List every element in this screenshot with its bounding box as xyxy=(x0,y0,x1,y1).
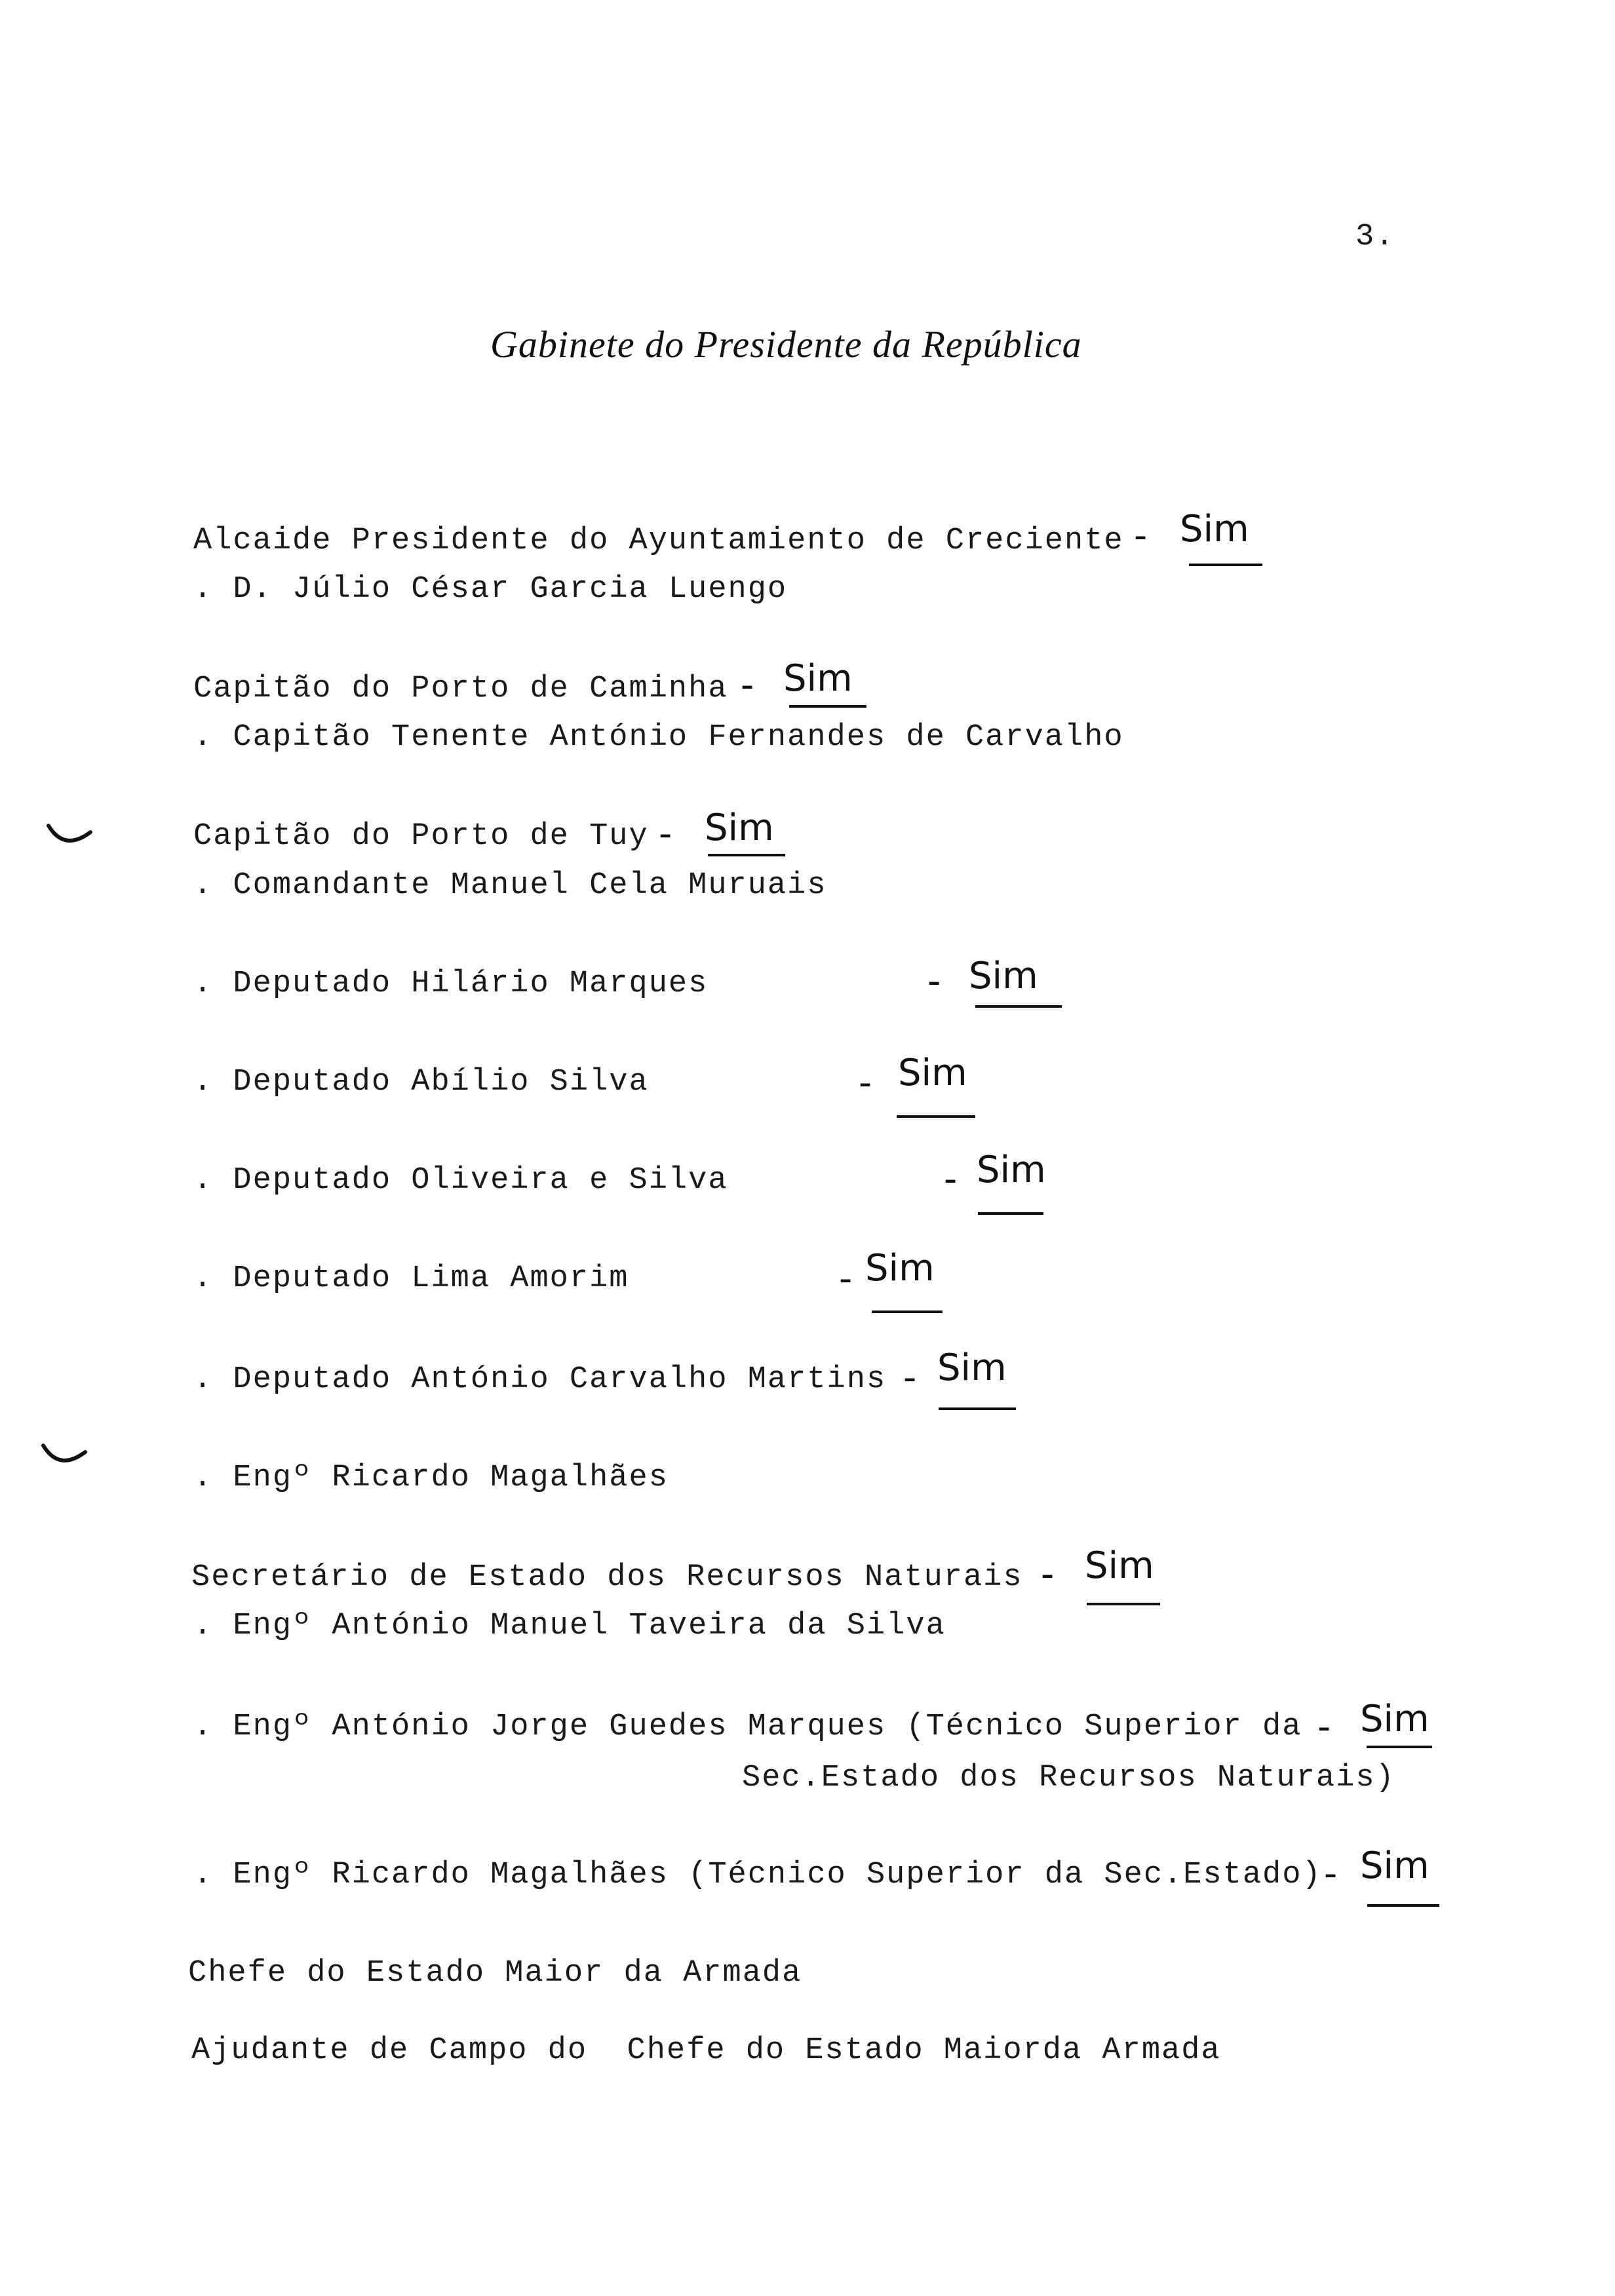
handwritten-sim-mark: Sim xyxy=(977,1149,1046,1191)
handwritten-dash: - xyxy=(1317,1706,1331,1748)
handwritten-sim-mark: Sim xyxy=(937,1347,1007,1389)
handwritten-underline xyxy=(1189,564,1262,566)
entry-line: . D. Júlio César Garcia Luengo xyxy=(193,572,788,607)
handwritten-underline xyxy=(975,1005,1062,1008)
entry-line: . Engº Ricardo Magalhães (Técnico Superior da Sec.Estado) xyxy=(193,1858,1322,1892)
handwritten-underline xyxy=(1367,1904,1439,1907)
entry-line: . Comandante Manuel Cela Muruais xyxy=(193,868,827,903)
handwritten-dash: - xyxy=(859,1062,872,1104)
entry-line: Ajudante de Campo do Chefe do Estado Maiorda Armada xyxy=(191,2033,1221,2068)
handwritten-dash: - xyxy=(839,1257,853,1300)
handwritten-underline xyxy=(789,705,866,708)
entry-line: . Engº Ricardo Magalhães xyxy=(193,1461,669,1495)
margin-tick-mark xyxy=(45,819,97,858)
handwritten-underline xyxy=(708,854,785,856)
entry-line: . Deputado António Carvalho Martins xyxy=(193,1362,887,1397)
handwritten-underline xyxy=(1087,1603,1160,1605)
entry-line: . Deputado Oliveira e Silva xyxy=(193,1163,728,1198)
page-number: 3. xyxy=(1355,220,1395,254)
entry-line: . Deputado Hilário Marques xyxy=(193,966,709,1001)
entry-line: . Deputado Lima Amorim xyxy=(193,1261,629,1296)
handwritten-underline xyxy=(897,1115,975,1118)
handwritten-sim-mark: Sim xyxy=(1180,508,1249,550)
handwritten-sim-mark: Sim xyxy=(1360,1845,1430,1887)
entry-line: Sec.Estado dos Recursos Naturais) xyxy=(742,1761,1395,1795)
handwritten-underline xyxy=(939,1407,1016,1410)
entry-line: Alcaide Presidente do Ayuntamiento de Creciente xyxy=(193,524,1124,558)
handwritten-dash: - xyxy=(1041,1553,1055,1596)
entry-line: Capitão do Porto de Caminha xyxy=(193,672,728,706)
handwritten-dash: - xyxy=(741,664,754,706)
handwritten-dash: - xyxy=(659,813,672,855)
entry-line: . Engº António Manuel Taveira da Silva xyxy=(193,1609,946,1643)
handwritten-underline xyxy=(1367,1746,1432,1748)
handwritten-underline xyxy=(978,1212,1043,1215)
entry-line: . Engº António Jorge Guedes Marques (Técnico Superior da xyxy=(193,1710,1302,1744)
entry-line: Capitão do Porto de Tuy xyxy=(193,819,649,854)
handwritten-sim-mark: Sim xyxy=(898,1052,967,1094)
handwritten-sim-mark: Sim xyxy=(783,657,853,700)
margin-tick-mark xyxy=(39,1439,92,1478)
handwritten-sim-mark: Sim xyxy=(705,807,774,849)
entry-line: Chefe do Estado Maior da Armada xyxy=(188,1956,802,1991)
handwritten-dash: - xyxy=(1134,514,1148,557)
handwritten-dash: - xyxy=(927,960,941,1003)
entry-line: Secretário de Estado dos Recursos Naturais xyxy=(191,1560,1023,1595)
handwritten-dash: - xyxy=(903,1356,917,1399)
letterhead: Gabinete do Presidente da República xyxy=(490,323,1082,366)
handwritten-dash: - xyxy=(944,1158,958,1200)
handwritten-sim-mark: Sim xyxy=(1085,1544,1154,1587)
entry-line: . Deputado Abílio Silva xyxy=(193,1065,649,1100)
entry-line: . Capitão Tenente António Fernandes de Carvalho xyxy=(193,720,1124,755)
handwritten-sim-mark: Sim xyxy=(1360,1698,1430,1740)
handwritten-sim-mark: Sim xyxy=(865,1247,935,1290)
handwritten-underline xyxy=(872,1311,943,1313)
handwritten-dash: - xyxy=(1324,1852,1338,1895)
handwritten-sim-mark: Sim xyxy=(969,955,1038,997)
